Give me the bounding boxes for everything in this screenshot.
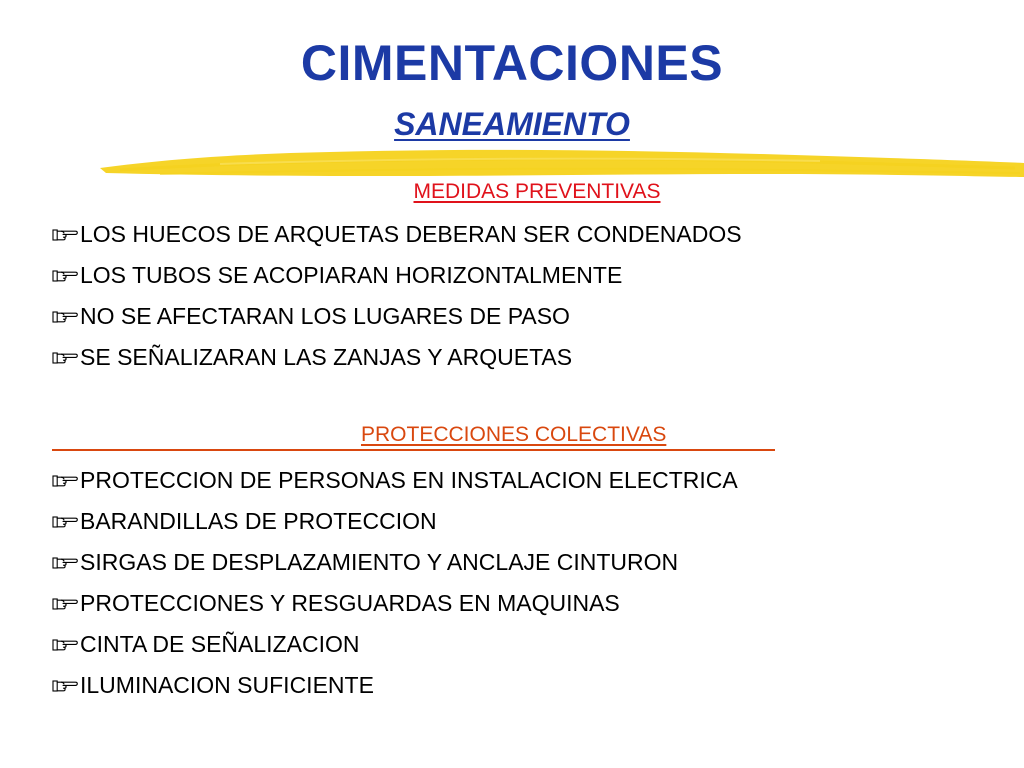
slide-subtitle-text: SANEAMIENTO <box>394 106 630 142</box>
list-item <box>52 501 738 542</box>
pointing-hand-icon <box>52 337 80 378</box>
section-heading-underline <box>52 449 775 451</box>
list-item <box>52 337 742 378</box>
pointing-hand-icon <box>52 296 80 337</box>
list-item-text: PROTECCIONES Y RESGUARDAS EN MAQUINAS <box>80 590 620 616</box>
list-item-text: LOS TUBOS SE ACOPIARAN HORIZONTALMENTE <box>80 262 623 288</box>
list-item-text: NO SE AFECTARAN LOS LUGARES DE PASO <box>80 303 570 329</box>
list-item <box>52 214 742 255</box>
list-item-text: SIRGAS DE DESPLAZAMIENTO Y ANCLAJE CINTURON <box>80 549 679 575</box>
pointing-hand-icon <box>52 583 80 624</box>
pointing-hand-icon <box>52 255 80 296</box>
list-item-text: SE SEÑALIZARAN LAS ZANJAS Y ARQUETAS <box>80 344 573 370</box>
section-heading-medidas-preventivas-text: MEDIDAS PREVENTIVAS <box>413 180 661 203</box>
list-item <box>52 665 738 706</box>
pointing-hand-icon <box>52 460 80 501</box>
pointing-hand-icon <box>52 501 80 542</box>
section-heading-protecciones-colectivas <box>361 422 666 448</box>
list-item <box>52 460 738 501</box>
list-item-text: ILUMINACION SUFICIENTE <box>80 672 374 698</box>
section-heading-medidas-preventivas <box>0 179 1024 205</box>
list-item-text: CINTA DE SEÑALIZACION <box>80 631 360 657</box>
list-item <box>52 583 738 624</box>
section-heading-protecciones-colectivas-text: PROTECCIONES COLECTIVAS <box>361 423 667 446</box>
list-item-text: LOS HUECOS DE ARQUETAS DEBERAN SER CONDENADOS <box>80 221 742 247</box>
list-item-text: PROTECCION DE PERSONAS EN INSTALACION ELECTRICA <box>80 467 738 493</box>
list-item <box>52 624 738 665</box>
list-item <box>52 255 742 296</box>
list-item-text: BARANDILLAS DE PROTECCION <box>80 508 437 534</box>
protecciones-colectivas-list <box>52 460 738 706</box>
pointing-hand-icon <box>52 624 80 665</box>
medidas-preventivas-list <box>52 214 742 378</box>
pointing-hand-icon <box>52 542 80 583</box>
slide-title: CIMENTACIONES <box>300 35 724 91</box>
slide-subtitle <box>0 104 1024 144</box>
pointing-hand-icon <box>52 214 80 255</box>
list-item <box>52 542 738 583</box>
list-item <box>52 296 742 337</box>
pointing-hand-icon <box>52 665 80 706</box>
